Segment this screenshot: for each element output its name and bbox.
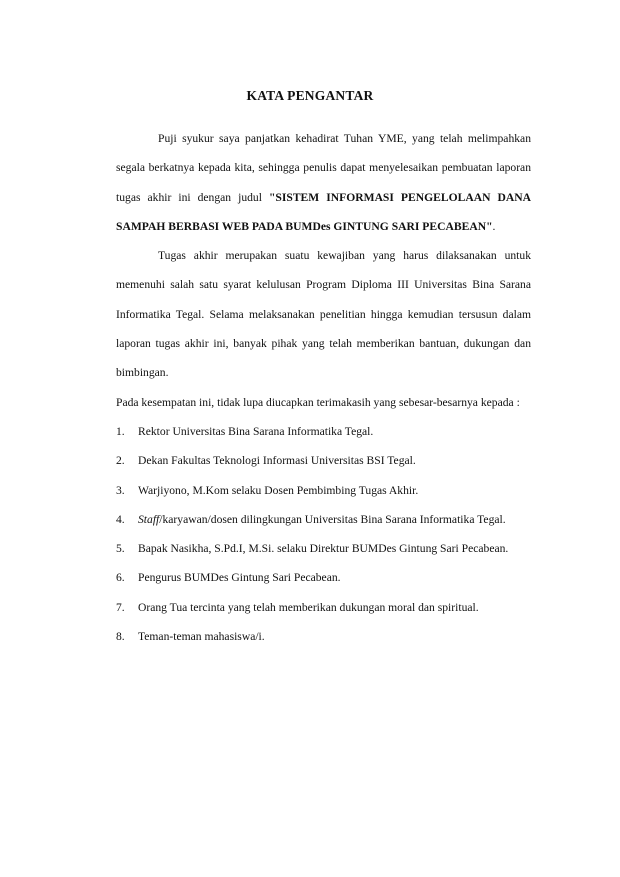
list-item-number: 2. [116,454,125,468]
list-item-number: 7. [116,600,125,614]
list-item-text: Dekan Fakultas Teknologi Informasi Universitas BSI Tegal. [138,454,416,468]
paragraph-purpose: Tugas akhir merupakan suatu kewajiban yang harus dilaksanakan untuk memenuhi salah satu syarat kelulusan Program Diploma III Universitas Bina Sarana Informatika Tegal. Selama melaksanakan penelitian hingga kemudian tersusun dalam laporan tugas akhir ini, banyak pihak yang telah memberikan bantuan, dukungan dan bimbingan. [116,249,531,380]
list-item [116,476,531,505]
list-item [116,446,531,475]
list-item [116,622,531,651]
list-item-text: Bapak Nasikha, S.Pd.I, M.Si. selaku Direktur BUMDes Gintung Sari Pecabean. [138,542,509,556]
list-item-number: 4. [116,512,125,526]
list-item-italic-text: Staff [138,512,160,526]
list-item [116,417,531,446]
list-item-text: Orang Tua tercinta yang telah memberikan dukungan moral dan spiritual. [138,600,479,614]
list-item-text: Pengurus BUMDes Gintung Sari Pecabean. [138,571,341,585]
paragraph-thanks: Pada kesempatan ini, tidak lupa diucapkan terimakasih yang sebesar-besarnya kepada : [116,395,520,409]
list-item-text: /karyawan/dosen dilingkungan Universitas Bina Sarana Informatika Tegal. [159,512,506,526]
paragraph-intro-suffix: . [492,219,496,233]
paragraph-intro [116,124,531,241]
list-item-number: 1. [116,424,125,438]
list-item-number: 3. [116,483,125,497]
document-body [116,124,531,651]
list-item-text: Warjiyono, M.Kom selaku Dosen Pembimbing Tugas Akhir. [138,483,419,497]
paragraph-intro-text: Puji syukur saya panjatkan kehadirat Tuhan YME, yang telah melimpahkan segala berkatnya kepada kita, sehingga penulis dapat menyelesaikan pembuatan laporan tugas akhir ini dengan judul [116,132,531,204]
list-item-number: 8. [116,630,125,644]
list-item-text: Teman-teman mahasiswa/i. [138,630,265,644]
list-item [116,563,531,592]
page-title: KATA PENGANTAR [246,88,374,103]
list-item [116,534,531,563]
list-item-number: 5. [116,542,125,556]
list-item-number: 6. [116,571,125,585]
report-title: "SISTEM INFORMASI PENGELOLAAN DANA SAMPAH BERBASI WEB PADA BUMDes GINTUNG SARI PECABEAN" [116,190,531,233]
acknowledgement-list [116,417,531,651]
list-item [116,505,531,534]
list-item-text: Rektor Universitas Bina Sarana Informatika Tegal. [138,424,374,438]
list-item [116,593,531,622]
